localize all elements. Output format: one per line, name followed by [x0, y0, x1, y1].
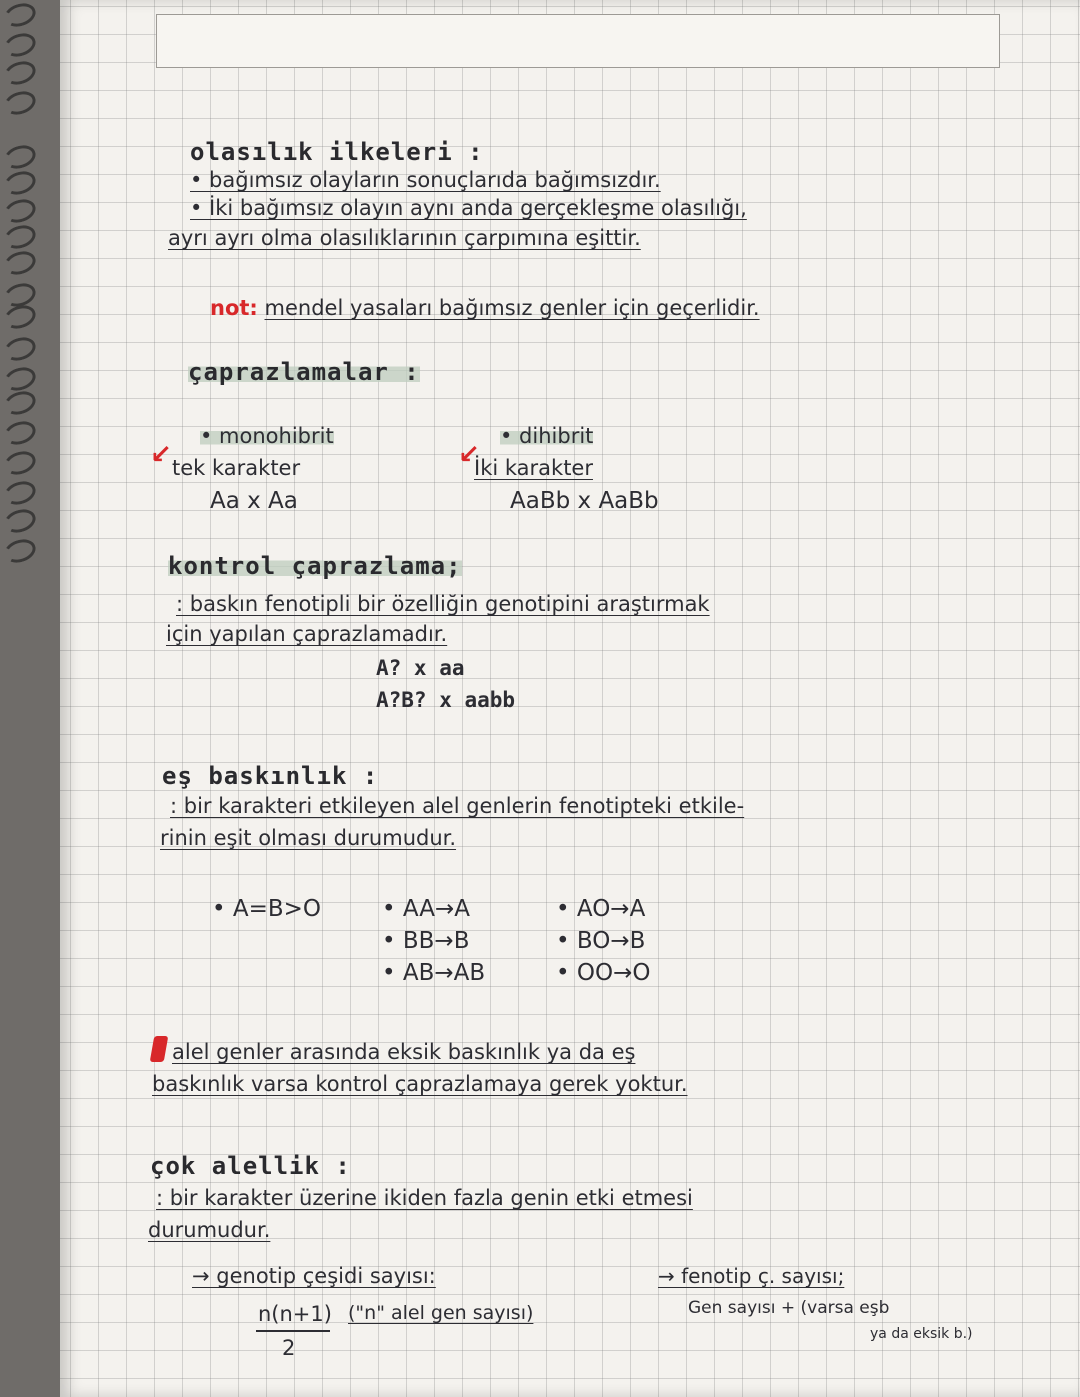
es-baskinlik-rule: • A=B>O [212, 896, 322, 922]
spiral-ring-1 [1, 0, 38, 30]
mendel-note [210, 296, 760, 320]
warning-line-2: baskınlık varsa kontrol çaprazlamaya gerek yoktur. [152, 1072, 688, 1096]
spiral-ring-16 [1, 448, 38, 479]
spiral-ring-6 [1, 168, 38, 199]
es-baskinlik-title: eş baskınlık : [162, 762, 379, 790]
es-baskinlik-line-1: : bir karakteri etkileyen alel genlerin fenotipteki etkile- [170, 794, 745, 818]
cok-alellik-line-2: durumudur. [148, 1218, 271, 1242]
spiral-ring-13 [1, 364, 38, 395]
caprazlamalar-title-text: çaprazlamalar : [188, 358, 420, 386]
kontrol-line-1: : baskın fenotipli bir özelliğin genotipini araştırmak [176, 592, 710, 616]
cok-alellik-line-1: : bir karakter üzerine ikiden fazla genin etki etmesi [156, 1186, 693, 1210]
genotype-col1-row3: • AB→AB [382, 960, 486, 986]
monohibrit-arrow-icon: ↙ [150, 440, 172, 470]
formula-note: ("n" alel gen sayısı) [348, 1302, 534, 1324]
kontrol-example-2: A?B? x aabb [376, 688, 516, 712]
spiral-ring-15 [1, 418, 38, 449]
spiral-ring-5 [1, 142, 38, 173]
es-baskinlik-line-2: rinin eşit olması durumudur. [160, 826, 457, 850]
spiral-ring-11 [1, 302, 38, 333]
fenotip-label: → fenotip ç. sayısı; [658, 1264, 845, 1288]
genotype-col2-row1: • AO→A [556, 896, 646, 922]
genotype-col1-row2: • BB→B [382, 928, 470, 954]
spiral-ring-9 [1, 248, 38, 279]
spiral-ring-8 [1, 222, 38, 253]
genotype-col2-row3: • OO→O [556, 960, 651, 986]
genotype-col1-row1: • AA→A [382, 896, 470, 922]
dihibrit-title-text: • dihibrit [500, 424, 594, 448]
genotip-label: → genotip çeşidi sayısı: [192, 1264, 436, 1288]
olasilik-line-2: • İki bağımsız olayın aynı anda gerçekleşme olasılığı, [190, 196, 747, 220]
olasilik-line-1: • bağımsız olayların sonuçlarıda bağımsızdır. [190, 168, 661, 192]
caprazlamalar-title [188, 358, 420, 386]
formula-denominator: 2 [282, 1336, 296, 1360]
spiral-ring-18 [1, 506, 38, 537]
monohibrit-title [200, 424, 334, 448]
spiral-ring-17 [1, 478, 38, 509]
dihibrit-title [500, 424, 593, 448]
spiral-ring-19 [1, 536, 38, 567]
kontrol-title-text: kontrol çaprazlama; [168, 552, 462, 580]
dihibrit-desc: İki karakter [474, 456, 593, 480]
kontrol-line-2: için yapılan çaprazlamadır. [166, 622, 448, 646]
spiral-ring-2 [1, 30, 38, 61]
spiral-ring-12 [1, 334, 38, 365]
kontrol-title [168, 552, 462, 580]
spiral-ring-7 [1, 196, 38, 227]
fenotip-note: ya da eksik b.) [870, 1326, 973, 1342]
notebook-page [60, 0, 1080, 1397]
olasilik-line-3: ayrı ayrı olma olasılıklarının çarpımına eşittir. [168, 226, 641, 250]
genotype-col2-row2: • BO→B [556, 928, 646, 954]
note-text: mendel yasaları bağımsız genler için geçerlidir. [264, 296, 760, 320]
spiral-ring-4 [1, 88, 38, 119]
page-header-box [156, 14, 1000, 68]
spiral-ring-3 [1, 58, 38, 89]
warning-icon [150, 1036, 169, 1062]
fenotip-formula: Gen sayısı + (varsa eşb [688, 1298, 890, 1318]
monohibrit-title-text: • monohibrit [200, 424, 334, 448]
monohibrit-desc: tek karakter [172, 456, 301, 480]
cok-alellik-title: çok alellik : [150, 1152, 351, 1180]
olasilik-title: olasılık ilkeleri : [190, 138, 484, 166]
formula-fraction-line [256, 1330, 330, 1332]
kontrol-example-1: A? x aa [376, 656, 465, 680]
spiral-ring-14 [1, 388, 38, 419]
note-label: not: [210, 296, 258, 320]
warning-line-1: alel genler arasında eksik baskınlık ya da eş [172, 1040, 636, 1064]
dihibrit-example: AaBb x AaBb [510, 488, 659, 514]
monohibrit-example: Aa x Aa [210, 488, 298, 514]
dihibrit-arrow-icon: ↙ [458, 440, 480, 470]
formula-numerator: n(n+1) [258, 1302, 332, 1326]
